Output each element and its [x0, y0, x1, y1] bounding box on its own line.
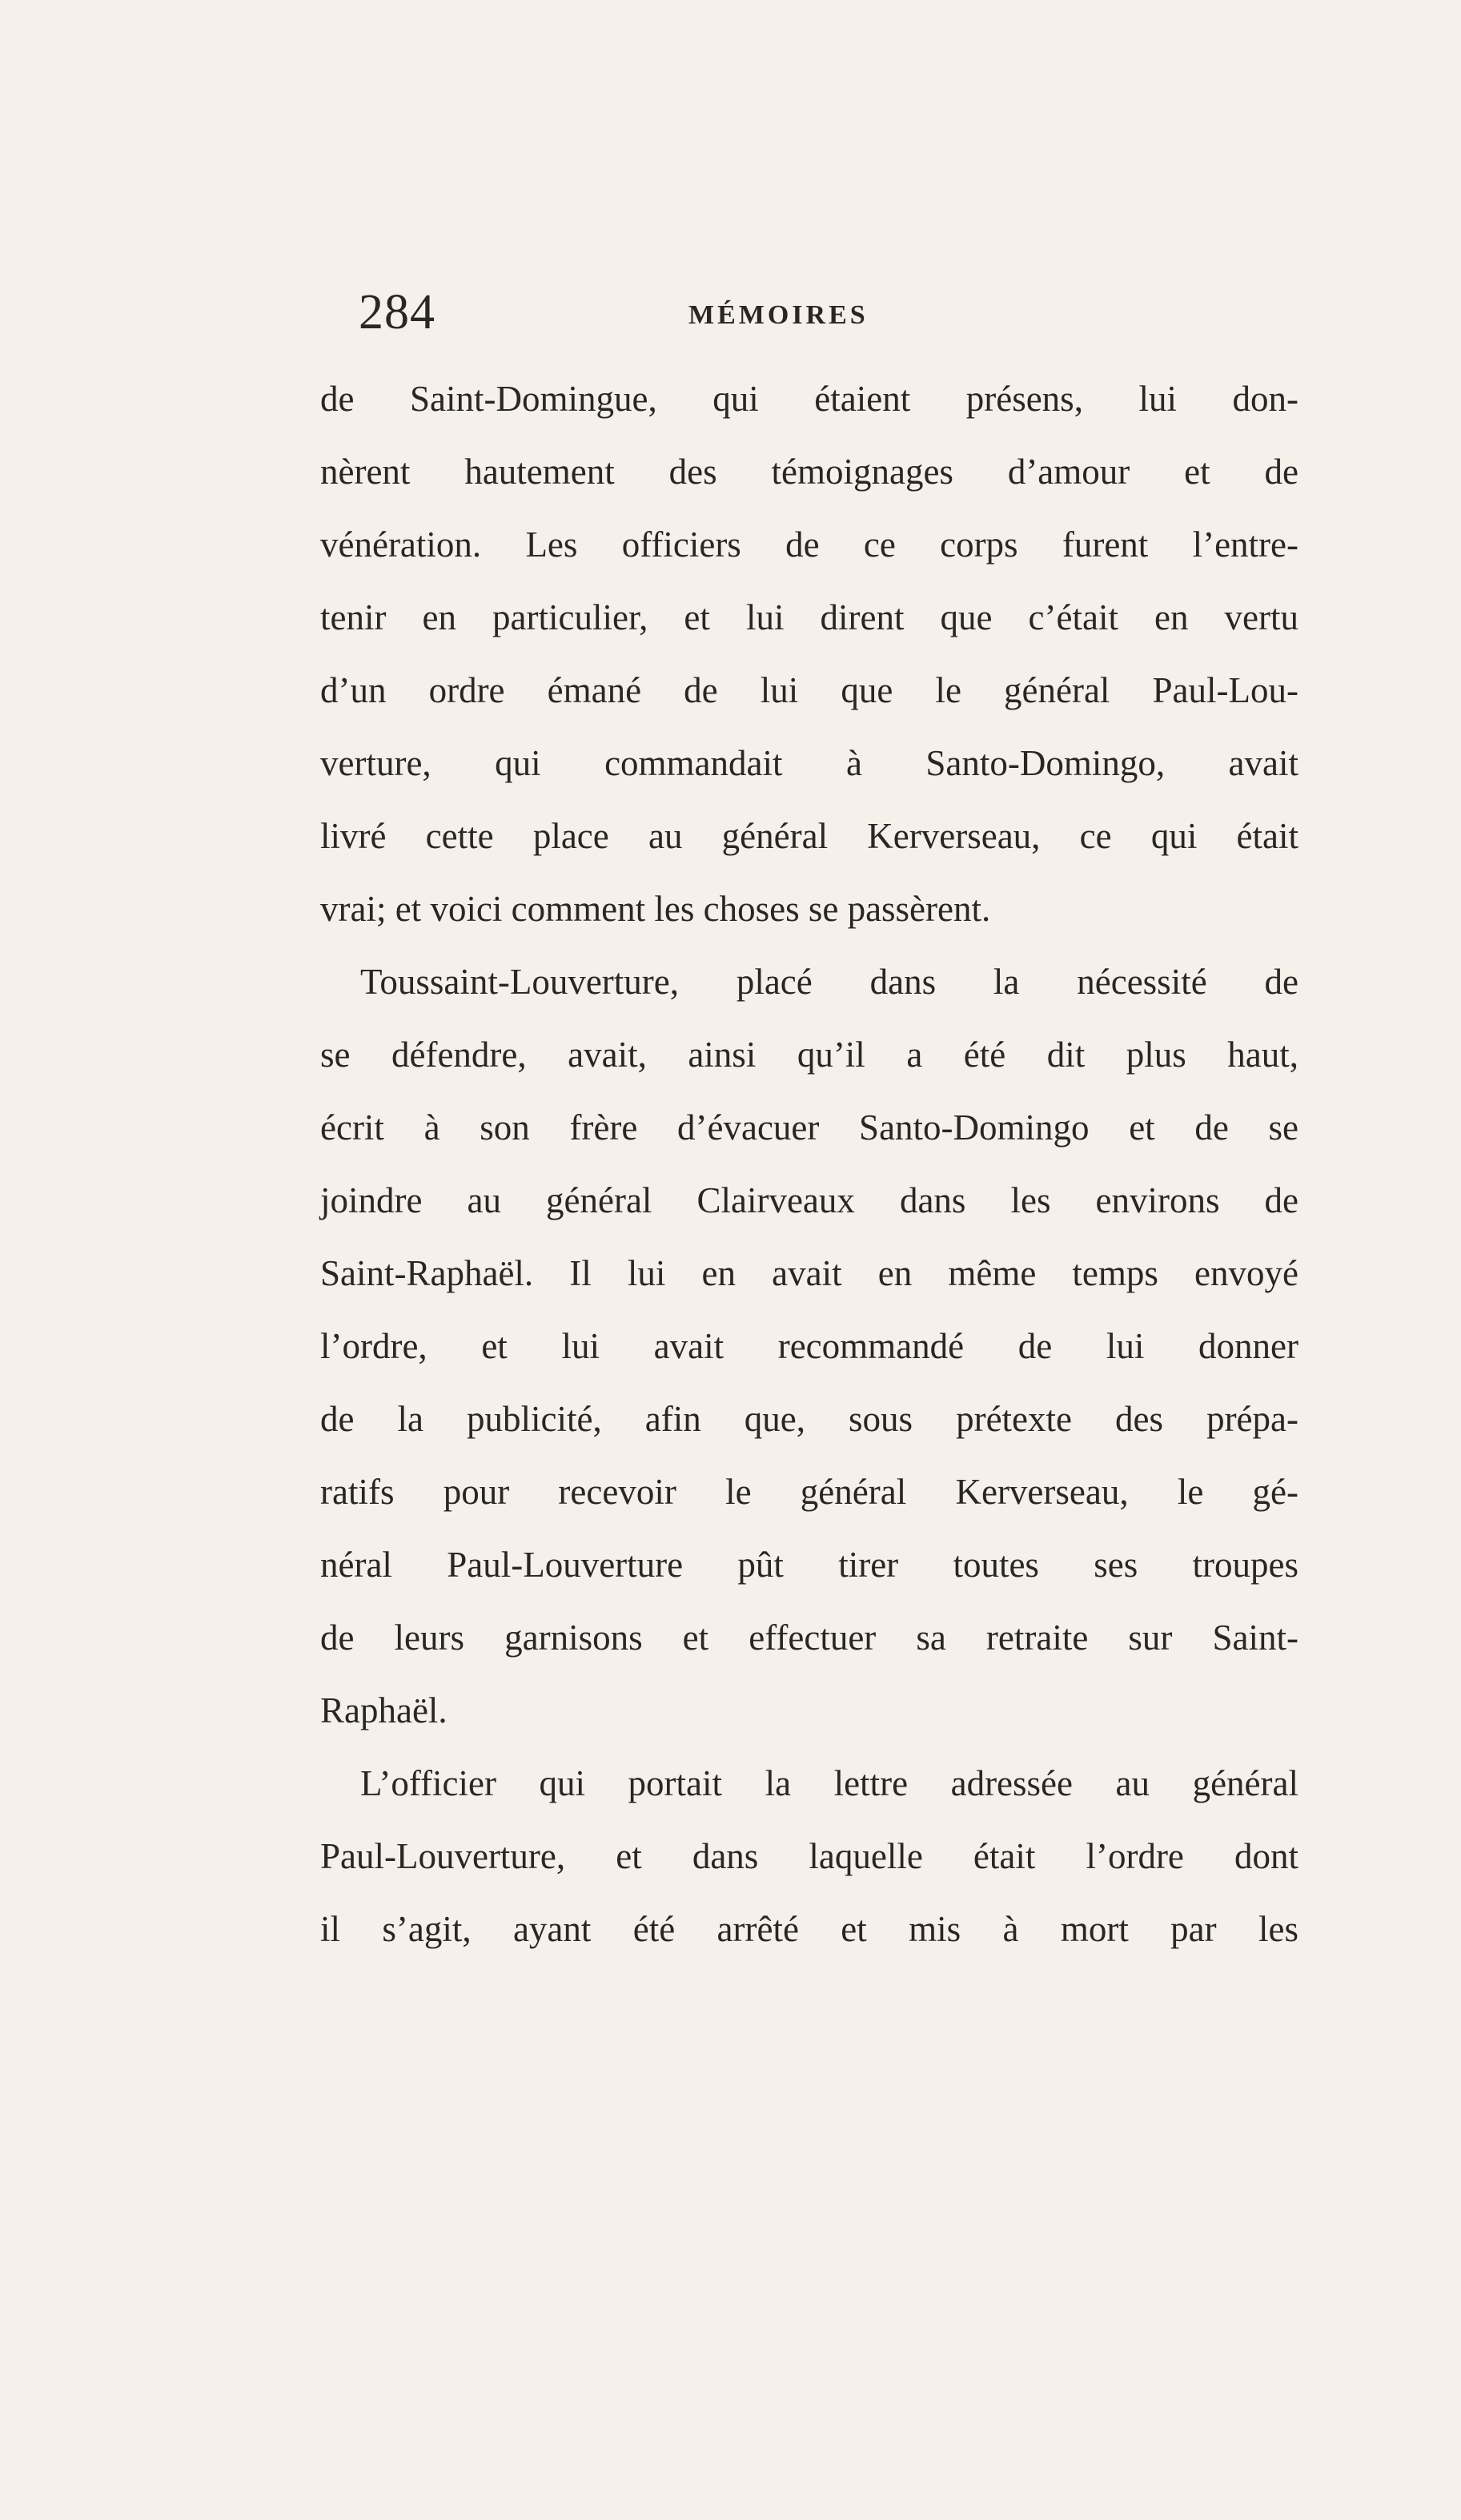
text-line: joindre au général Clairveaux dans les environs de: [320, 1180, 1298, 1220]
text-line: l’ordre, et lui avait recommandé de lui donner: [320, 1326, 1298, 1366]
text-line: Saint-Raphaël. Il lui en avait en même temps envoyé: [320, 1253, 1298, 1293]
text-line: écrit à son frère d’évacuer Santo-Domingo et de se: [320, 1107, 1298, 1147]
text-line: vrai; et voici comment les choses se passèrent.: [320, 889, 991, 929]
text-line: Raphaël.: [320, 1690, 448, 1730]
text-line: tenir en particulier, et lui dirent que c’était en vertu: [320, 597, 1298, 637]
text-line: nèrent hautement des témoignages d’amour et de: [320, 452, 1298, 492]
text-line: Paul-Louverture, et dans laquelle était l’ordre dont: [320, 1836, 1298, 1876]
text-line: de Saint-Domingue, qui étaient présens, lui don-: [320, 379, 1298, 419]
text-line: se défendre, avait, ainsi qu’il a été dit plus haut,: [320, 1035, 1298, 1075]
page-number: 284: [359, 285, 435, 340]
text-line: verture, qui commandait à Santo-Domingo, avait: [320, 743, 1298, 783]
text-line: livré cette place au général Kerverseau, ce qui était: [320, 816, 1298, 856]
text-line: vénération. Les officiers de ce corps furent l’entre-: [320, 524, 1298, 565]
running-title: MÉMOIRES: [688, 300, 869, 330]
paragraph-start-line: Toussaint-Louverture, placé dans la nécessité de: [360, 962, 1298, 1002]
text-line: de leurs garnisons et effectuer sa retraite sur Saint-: [320, 1618, 1298, 1658]
text-line: il s’agit, ayant été arrêté et mis à mort par les: [320, 1909, 1298, 1949]
text-line: néral Paul-Louverture pût tirer toutes ses troupes: [320, 1545, 1298, 1585]
text-line: ratifs pour recevoir le général Kerverseau, le gé-: [320, 1472, 1298, 1512]
text-line: de la publicité, afin que, sous prétexte des prépa-: [320, 1399, 1298, 1439]
page-header: [0, 284, 1461, 348]
paragraph-start-line: L’officier qui portait la lettre adressée au général: [360, 1763, 1298, 1803]
text-line: d’un ordre émané de lui que le général Paul-Lou-: [320, 670, 1298, 710]
